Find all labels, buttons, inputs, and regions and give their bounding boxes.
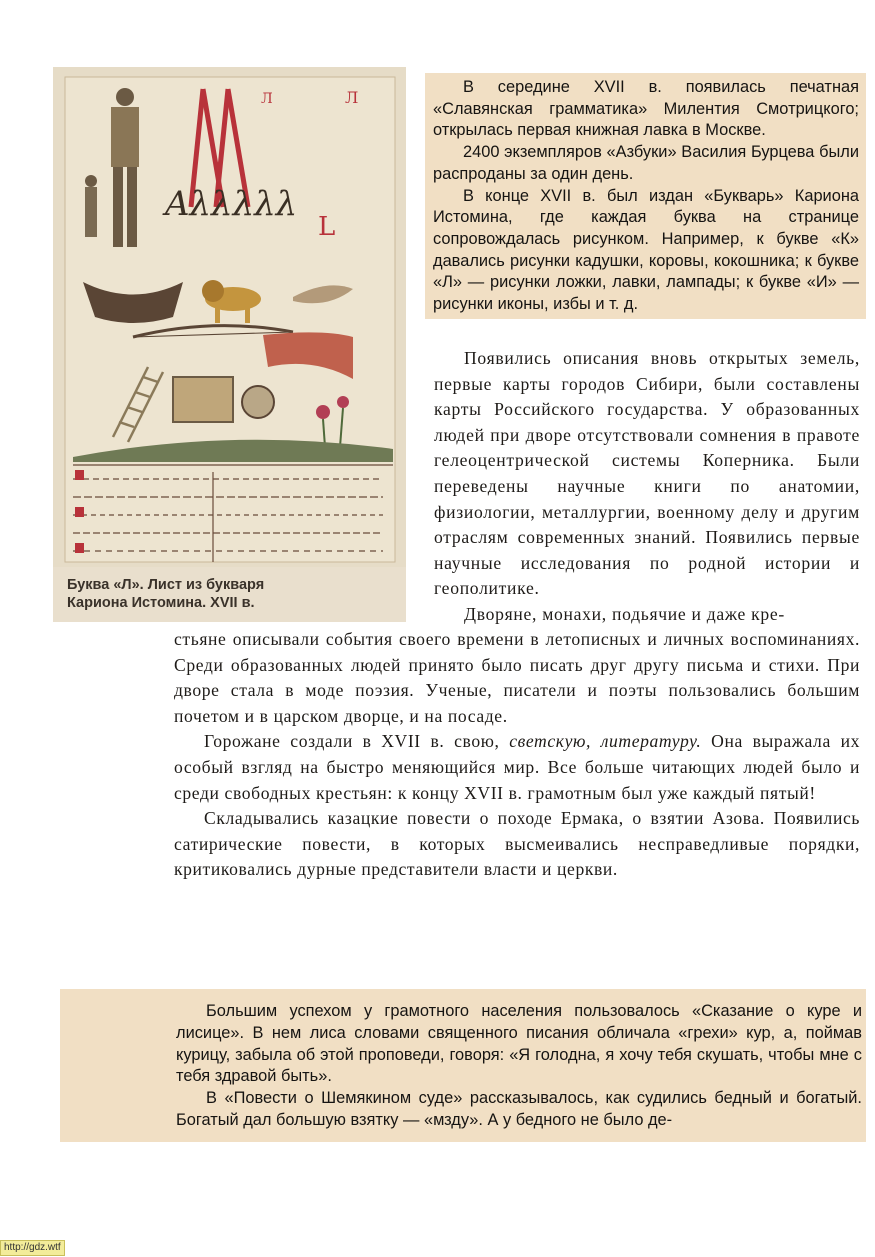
text-run: Она выражала их особый взгляд на быстро меняющийся мир. Все больше читающих людей было и среди свободных крестьян: к концу XVII в. грамотным был уже каждый пятый! xyxy=(174,731,860,803)
info-paragraph: В «Повести о Шемякином суде» рассказывалось, как судились бедный и богатый. Богатый дал большую взятку — «мзду». А у бедного не было де- xyxy=(176,1089,862,1129)
caption-line: Буква «Л». Лист из букваря xyxy=(67,577,265,593)
lamp-drawing xyxy=(242,386,274,418)
svg-text:L: L xyxy=(318,212,336,242)
info-box-printing xyxy=(425,73,866,319)
svg-text:Л: Л xyxy=(345,88,359,107)
chest-drawing xyxy=(173,377,233,422)
primer-page-drawing xyxy=(53,67,406,567)
info-paragraph: 2400 экземпляров «Азбуки» Василия Бурцева были распроданы за один день. xyxy=(433,143,859,183)
body-paragraph: Появились описания вновь открытых земель, первые карты городов Сибири, были составлены карты Российского государства. У образованных людей при дворе отсутствовали сомнения в правоте гелеоцентрической системы Коперника. Были переведены научные книги по анатомии, физиологии, металлургии, военному делу и другим отраслям современных знаний. Появились первые научные исследования по родной истории и геополитике. xyxy=(434,348,860,599)
body-paragraph: Складывались казацкие повести о походе Ермака, о взятии Азова. Появились сатирические повести, в которых высмеивались несправедливые порядки, критиковались дурные представители власти и церкви. xyxy=(174,808,860,880)
main-text-column xyxy=(434,346,860,628)
svg-text:Л: Л xyxy=(261,91,273,107)
info-paragraph: В конце XVII в. был издан «Букварь» Кариона Истомина, где каждая буква на странице сопровождалась рисунком. Например, к букве «К» давались рисунки кадушки, коровы, кокошника; к букве «Л» — рисунки ложки, лавки, лампады; к букве «И» — рисунки иконы, избы и т. д. xyxy=(433,186,859,314)
primer-illustration xyxy=(53,67,406,622)
caption-line: Кариона Истомина. XVII в. xyxy=(67,595,255,611)
figure-caption xyxy=(67,576,397,612)
body-paragraph xyxy=(174,729,860,806)
main-text-wide xyxy=(174,627,860,883)
body-paragraph: стьяне описывали события своего времени в летописных и личных воспоминаниях. Среди образованных людей принято было писать друг другу письма и стихи. При дворе стала в моде поэзия. Ученые, писатели и поэты пользовались большим почетом и в царском дворце, и на посаде. xyxy=(174,629,860,726)
info-box-literature xyxy=(60,989,866,1142)
text-run: Горожане создали в XVII в. свою, xyxy=(204,731,510,752)
watermark-link[interactable]: http://gdz.wtf xyxy=(0,1240,65,1256)
info-paragraph: В середине XVII в. появилась печатная «Славянская грамматика» Милентия Смотрицкого; открылась первая книжная лавка в Москве. xyxy=(433,78,859,140)
info-paragraph: Большим успехом у грамотного населения пользовалось «Сказание о куре и лисице». В нем лиса словами священного писания обличала «грехи» кур, а, поймав курицу, забыла об этой проповеди, говоря: «Я голодна, я хочу тебя скушать, чтобы мне с тебя здравой быть». xyxy=(176,1002,862,1086)
italic-term: светскую, литературу. xyxy=(509,731,702,752)
svg-text:Aλλλλλ: Aλλλλλ xyxy=(165,184,298,224)
body-paragraph-start: Дворяне, монахи, подьячие и даже кре- xyxy=(464,603,785,624)
